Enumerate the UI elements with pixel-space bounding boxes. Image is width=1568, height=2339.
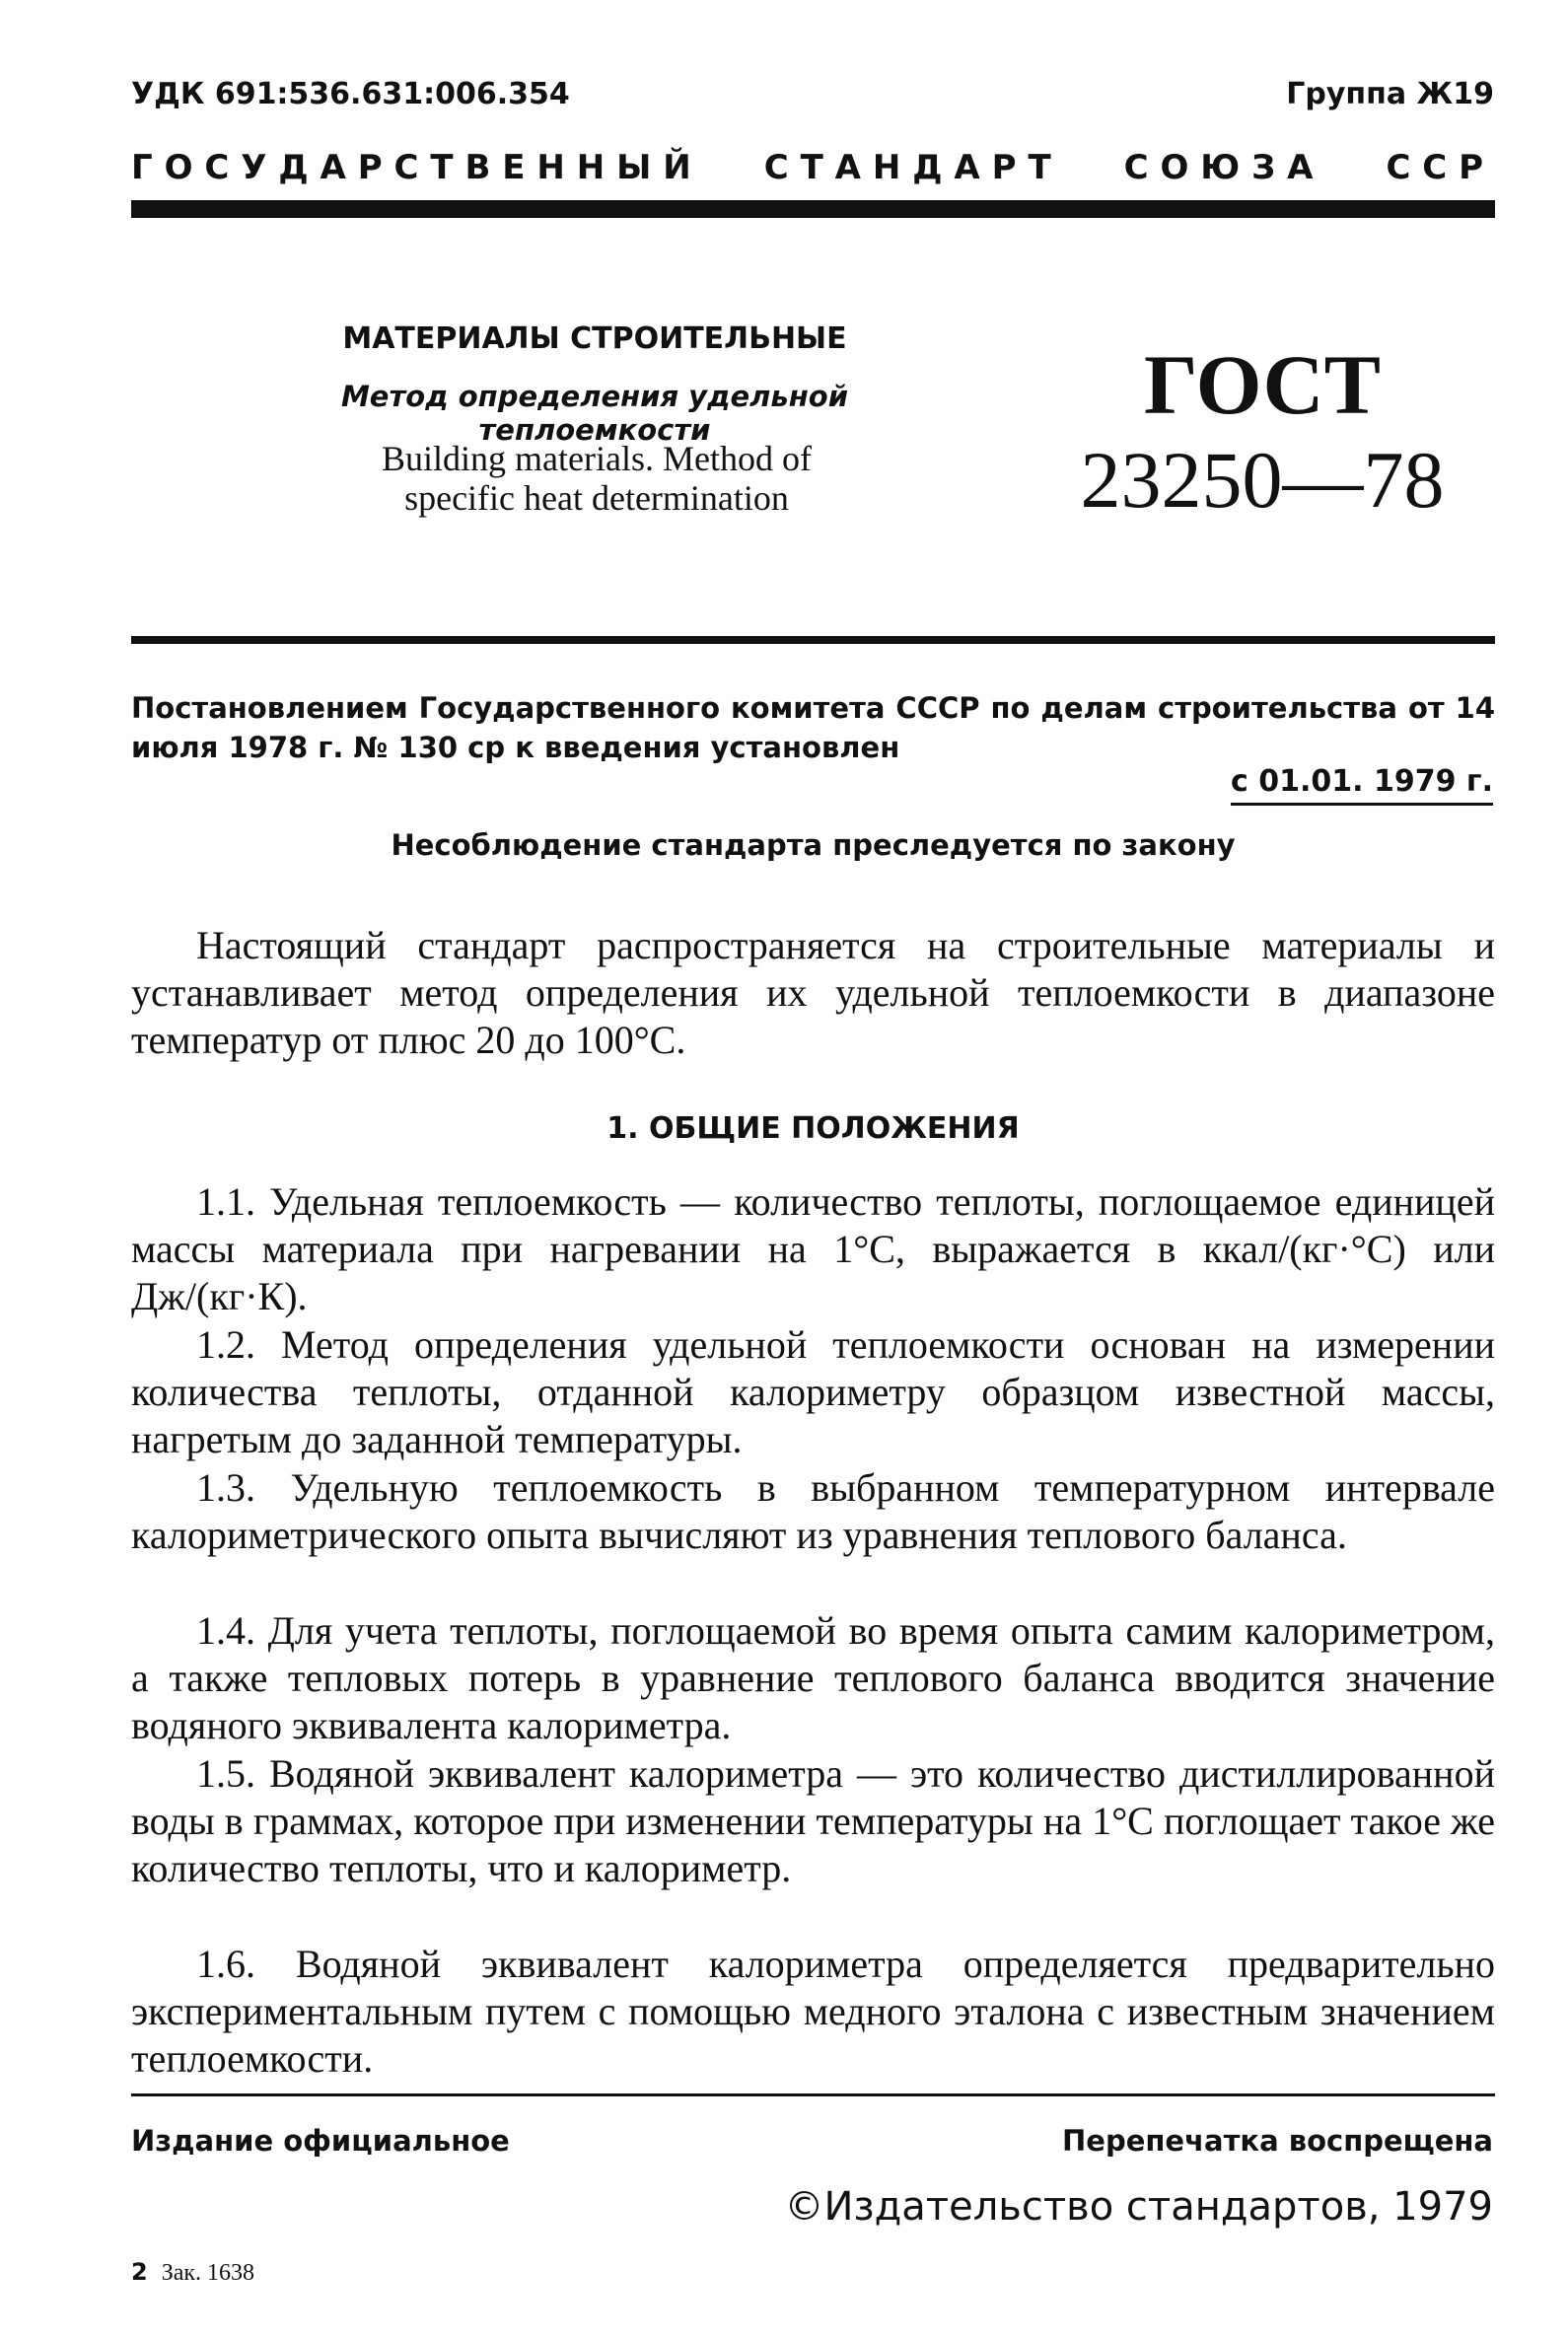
gost-label: ГОСТ (1144, 337, 1381, 432)
clause-1-1: 1.1. Удельная теплоемкость — количество теплоты, поглощаемое единицей массы материала при нагревании на 1°С, выражается в ккал/(кг·°С) или Дж/(кг·К). (131, 1179, 1495, 1318)
clause-1-2: 1.2. Метод определения удельной теплоемкости основан на измерении количества теплоты, отданной калориметру образцом известной массы, нагретым до заданной температуры. (131, 1322, 1495, 1461)
reprint-note: Перепечатка воспрещена (1062, 2124, 1493, 2158)
document-subtitle: Метод определения удельной теплоемкости (340, 380, 849, 447)
top-rule (131, 200, 1495, 218)
section-rule (131, 636, 1495, 644)
gost-number: 23250—78 (1080, 435, 1445, 525)
standard-banner (131, 148, 1495, 187)
clause-1-6: 1.6. Водяной эквивалент калориметра определяется предварительно экспериментальным путем с помощью медного эталона с известным значением теплоемкости. (131, 1942, 1495, 2081)
page-number: 2 (131, 2258, 148, 2286)
edition-note: Издание официальное (131, 2124, 510, 2158)
banner-word: СТАНДАРТ (763, 148, 1063, 187)
banner-word: СОЮЗА (1123, 148, 1325, 187)
english-title (286, 439, 907, 518)
english-title-line-2: specific heat determination (404, 478, 789, 518)
banner-word: ГОСУДАРСТВЕННЫЙ (131, 148, 703, 187)
clause-1-3: 1.3. Удельную теплоемкость в выбранном температурном интервале калориметрического опыта вычисляют из уравнения теплового баланса. (131, 1465, 1495, 1557)
clause-1-4: 1.4. Для учета теплоты, поглощаемой во время опыта самим калориметром, а также тепловых потерь в уравнение теплового баланса вводится значение водяного эквивалента калориметра. (131, 1608, 1495, 1747)
section-heading: 1. ОБЩИЕ ПОЛОЖЕНИЯ (606, 1111, 1020, 1146)
document-title: МАТЕРИАЛЫ СТРОИТЕЛЬНЫЕ (342, 321, 847, 356)
print-order (131, 2258, 254, 2287)
group-code: Группа Ж19 (1286, 77, 1494, 111)
intro-paragraph: Настоящий стандарт распространяется на строительные материалы и устанавливает метод определения их удельной теплоемкости в диапазоне температур от плюс 20 до 100°С. (131, 923, 1495, 1062)
effective-date: с 01.01. 1979 г. (1231, 764, 1493, 806)
english-title-line-1: Building materials. Method of (382, 439, 812, 478)
footer-rule (131, 2093, 1495, 2096)
enforcement-note: Несоблюдение стандарта преследуется по закону (391, 828, 1236, 862)
banner-word: ССР (1386, 148, 1495, 187)
decree-text: Постановлением Государственного комитета СССР по делам строительства от 14 июля 1978 г. № 130 ср к введения установлен (131, 691, 1495, 764)
copyright-line: ©Издательство стандартов, 1979 (784, 2184, 1493, 2230)
order-number: Зак. 1638 (161, 2260, 255, 2286)
udk-code: УДК 691:536.631:006.354 (131, 77, 570, 111)
clause-1-5: 1.5. Водяной эквивалент калориметра — это количество дистиллированной воды в граммах, которое при изменении температуры на 1°С поглощает такое же количество теплоты, что и калориметр. (131, 1751, 1495, 1890)
